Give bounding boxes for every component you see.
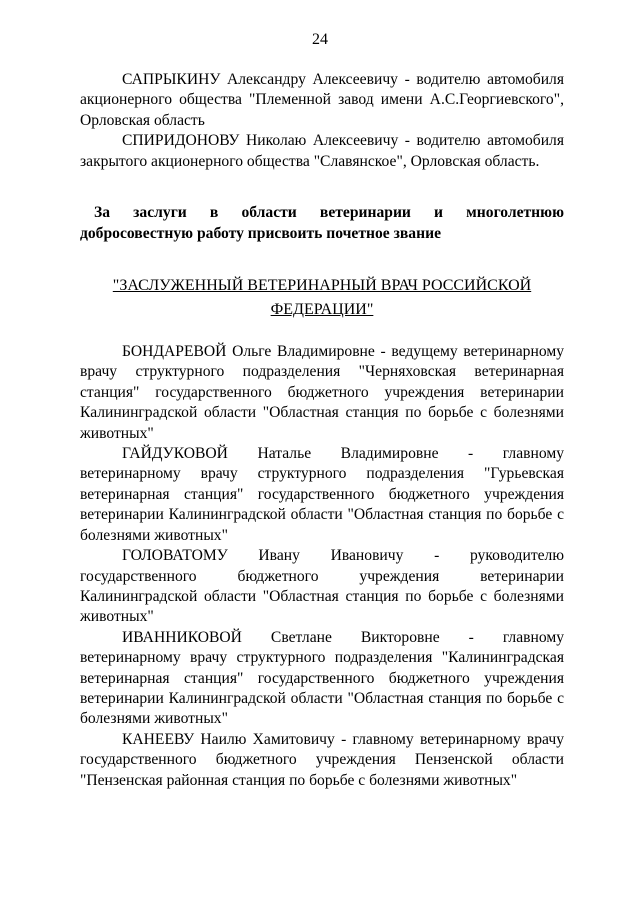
page-number: 24 xyxy=(312,31,328,48)
document-body xyxy=(80,70,564,791)
award-entry: ГАЙДУКОВОЙ Наталье Владимировне - главному ветеринарному врачу структурного подразделения "Гурьевская ветеринарная станция" государственного бюджетного учреждения ветеринарии Калининградской области "Областная станция по борьбе с болезнями животных" xyxy=(80,445,564,544)
award-entry: БОНДАРЕВОЙ Ольге Владимировне - ведущему ветеринарному врачу структурного подразделения "Черняховская ветеринарная станция" государственного бюджетного учреждения ветеринарии Калининградской области "Областная станция по борьбе с болезнями животных" xyxy=(80,343,564,442)
award-entry: САПРЫКИНУ Александру Алексеевичу - водителю автомобиля акционерного общества "Племенной завод имени А.С.Георгиевского", Орловская область xyxy=(80,71,564,129)
honorary-title-line: "ЗАСЛУЖЕННЫЙ ВЕТЕРИНАРНЫЙ ВРАЧ РОССИЙСКОЙ xyxy=(112,277,532,295)
entries-bottom xyxy=(80,342,564,791)
award-entry: ИВАННИКОВОЙ Светлане Викторовне - главному ветеринарному врачу структурного подразделения "Калининградская ветеринарная станция" государственного бюджетного учреждения ветеринарии Калининградской области "Областная станция по борьбе с болезнями животных" xyxy=(80,628,564,728)
award-entry: КАНЕЕВУ Наилю Хамитовичу - главному ветеринарному врачу государственного бюджетного учреждения Пензенской области "Пензенская районная станция по борьбе с болезнями животных" xyxy=(80,730,564,789)
honorary-title-line: ФЕДЕРАЦИИ" xyxy=(270,301,374,319)
decree-text: За заслуги в области ветеринарии и многолетнюю добросовестную работу присвоить почетное звание xyxy=(80,204,564,243)
honorary-title xyxy=(80,274,564,322)
award-entry: СПИРИДОНОВУ Николаю Алексеевичу - водителю автомобиля закрытого акционерного общества "Славянское", Орловская область. xyxy=(80,132,564,170)
entries-top xyxy=(80,70,564,172)
award-entry: ГОЛОВАТОМУ Ивану Ивановичу - руководителю государственного бюджетного учреждения ветеринарии Калининградской области "Областная станция по борьбе с болезнями животных" xyxy=(80,547,564,626)
